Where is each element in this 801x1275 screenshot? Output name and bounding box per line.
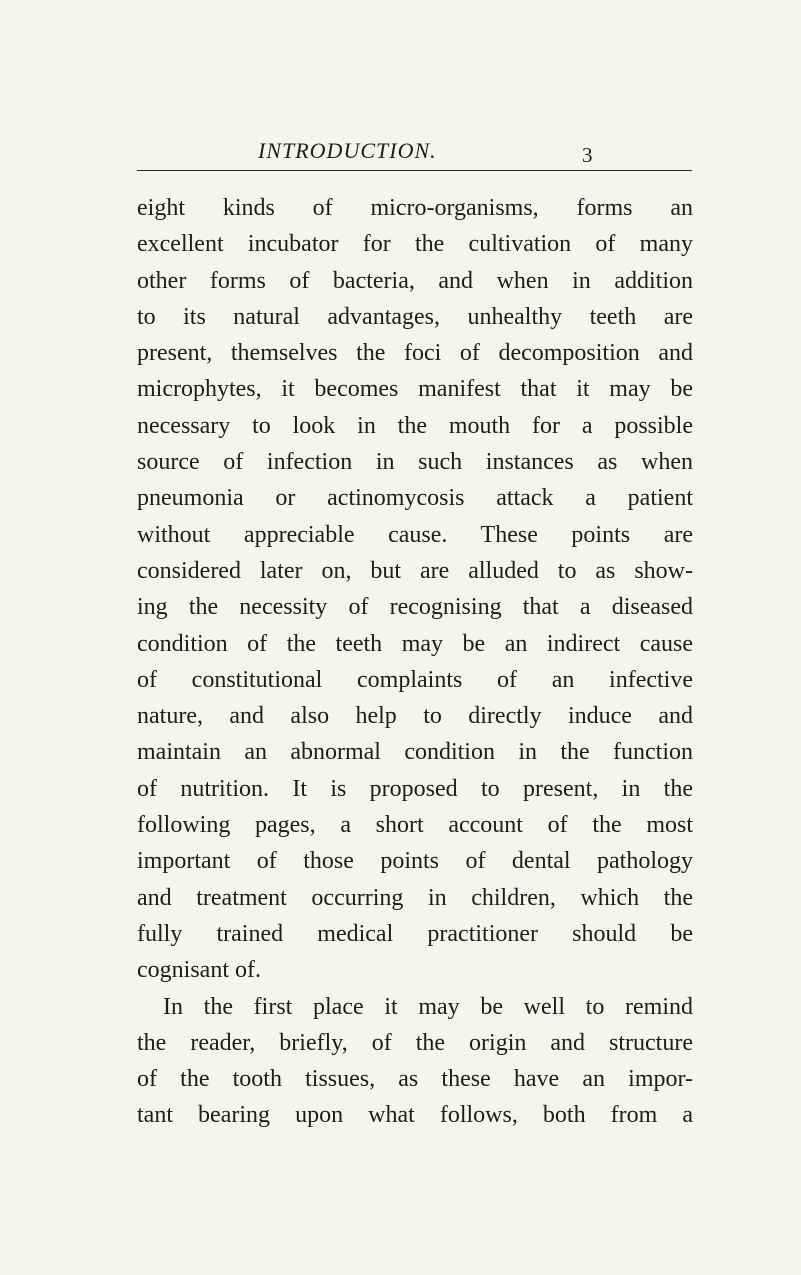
text-line: of the tooth tissues, as these have an impor- (137, 1066, 693, 1093)
running-head (0, 136, 801, 166)
running-title: INTRODUCTION. (258, 138, 437, 163)
text-line: of nutrition. It is proposed to present, in the (137, 775, 693, 802)
text-line: and treatment occurring in children, which the (137, 884, 693, 911)
text-line: eight kinds of micro-organisms, forms an (137, 195, 693, 221)
text-line: important of those points of dental pathology (137, 848, 693, 875)
text-line: microphytes, it becomes manifest that it may be (137, 376, 693, 403)
text-line: the reader, briefly, of the origin and structure (137, 1029, 693, 1056)
paragraph-start-line: In the first place it may be well to remind (163, 993, 693, 1020)
text-line: source of infection in such instances as when (137, 449, 693, 476)
page-number: 3 (582, 143, 593, 167)
paragraph-end-line: cognisant of. (137, 957, 261, 984)
text-line: necessary to look in the mouth for a possible (137, 412, 693, 439)
text-line: following pages, a short account of the most (137, 812, 693, 839)
text-line: maintain an abnormal condition in the function (137, 739, 693, 766)
text-line: to its natural advantages, unhealthy teeth are (137, 303, 693, 330)
text-line: without appreciable cause. These points are (137, 521, 693, 548)
text-line: nature, and also help to directly induce and (137, 703, 693, 730)
text-line: excellent incubator for the cultivation of many (137, 231, 693, 258)
text-line: ing the necessity of recognising that a diseased (137, 594, 693, 621)
text-line: considered later on, but are alluded to as show- (137, 557, 693, 584)
text-line: fully trained medical practitioner should be (137, 920, 693, 947)
text-line: present, themselves the foci of decomposition and (137, 340, 693, 367)
body-text (137, 190, 693, 1134)
text-line: tant bearing upon what follows, both from a (137, 1102, 693, 1129)
header-rule (137, 170, 692, 171)
text-line: condition of the teeth may be an indirect cause (137, 630, 693, 657)
text-line: other forms of bacteria, and when in addition (137, 267, 693, 294)
text-line: pneumonia or actinomycosis attack a patient (137, 485, 693, 512)
text-line: of constitutional complaints of an infective (137, 666, 693, 693)
